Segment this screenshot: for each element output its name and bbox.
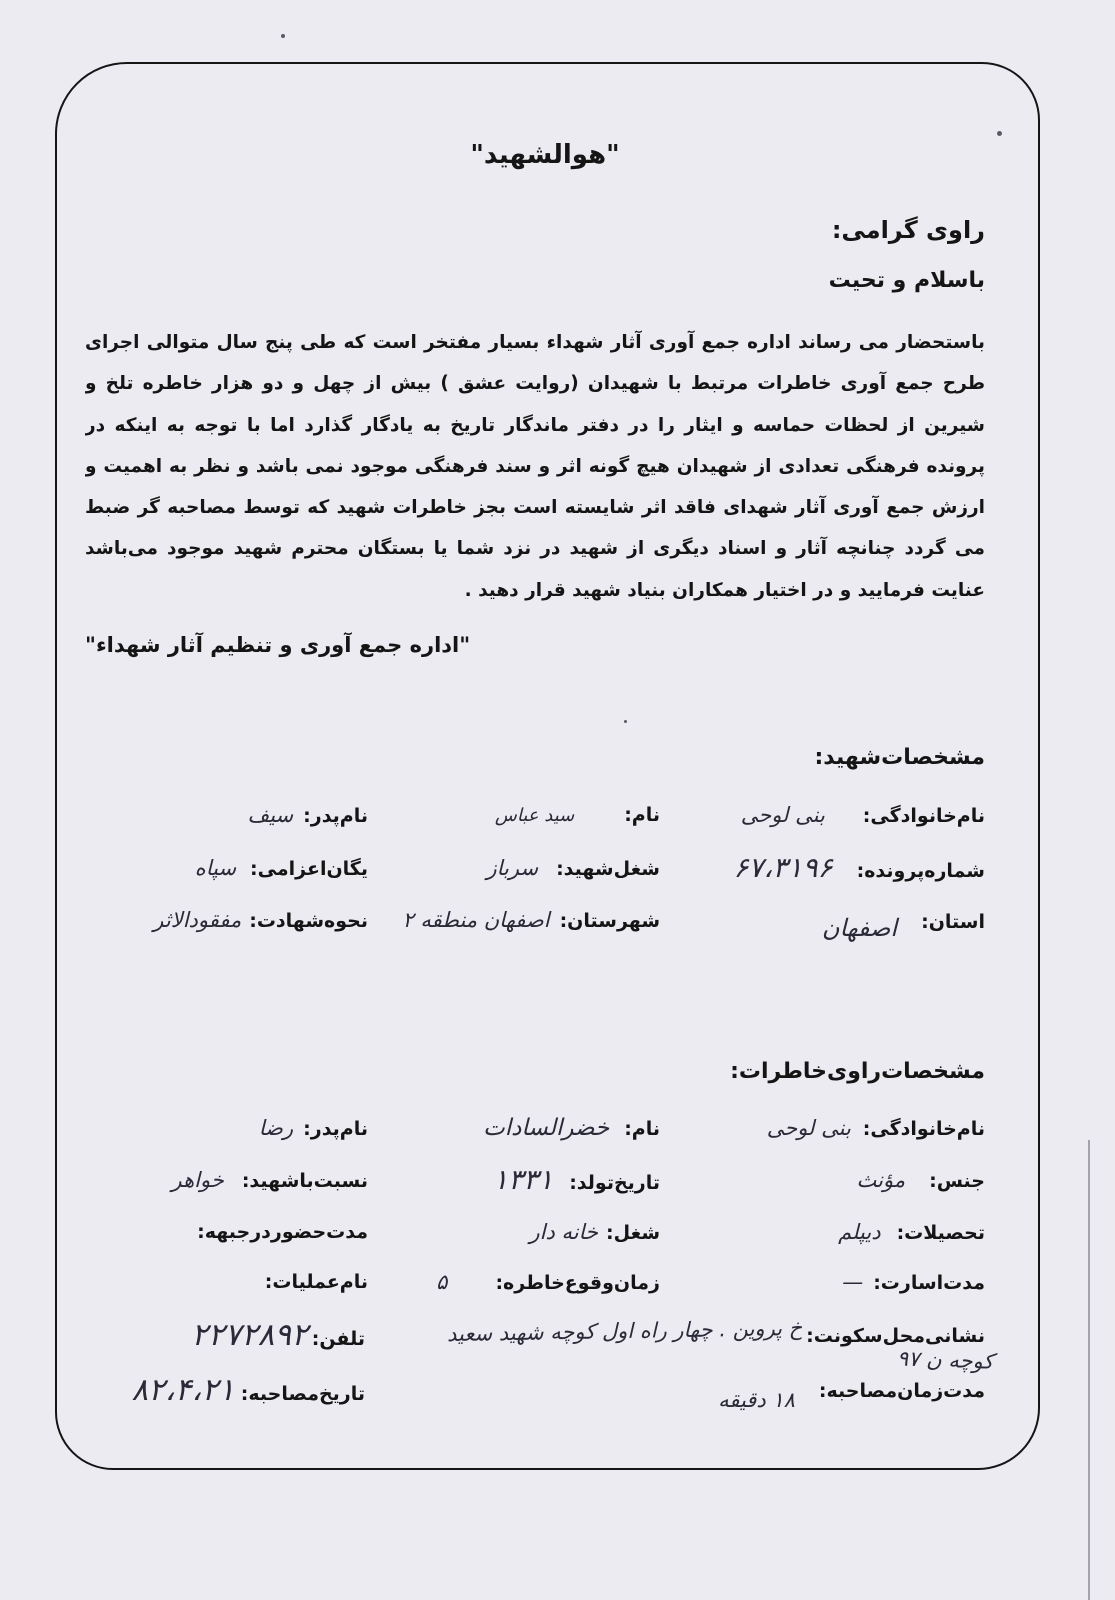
letter-line: طرح جمع آوری خاطرات مرتبط با شهیدان (روایت عشق ) بیش از چهل و دو هزار خاطره تلخ و <box>85 373 985 395</box>
narrator-father-name-label: نام‌پدر: <box>303 1118 368 1140</box>
letter-line: ارزش جمع آوری آثار شهدای فاقد اثر شایسته است بجز خاطرات شهید که توسط مصاحبه گر ضبط <box>85 497 985 519</box>
narrator-gender-value: مؤنث <box>856 1168 906 1192</box>
narrator-occupation-field <box>530 1217 660 1247</box>
martyr-father-name-label: نام‌پدر: <box>303 805 368 827</box>
narrator-gender-field <box>857 1165 985 1195</box>
narrator-education-field <box>838 1217 985 1247</box>
martyr-father-name-value: سیف <box>247 803 294 827</box>
narrator-education-label: تحصیلات: <box>896 1222 985 1244</box>
martyr-file-number-value: ۶۷،۳۱۹۶ <box>733 851 833 884</box>
narrator-address-field <box>446 1315 985 1350</box>
martyr-dispatch-unit-label: یگان‌اعزامی: <box>250 858 368 880</box>
narrator-operation-name-field <box>265 1267 368 1297</box>
letter-line: باستحضار می رساند اداره جمع آوری آثار شهداء بسیار مفتخر است که طی پنج سال متوالی اجرای <box>85 332 985 353</box>
narrator-address-value-continued: کوچه ن ۹۷ <box>896 1346 994 1374</box>
narrator-birth-date-value: ۱۳۳۱ <box>493 1163 554 1196</box>
martyr-city-label: شهرستان: <box>559 910 660 932</box>
narrator-interview-duration-value: ۱۸ دقیقه <box>718 1388 795 1412</box>
narrator-address-value: خ پروین . چهار راه اول کوچه شهید سعید <box>446 1315 803 1347</box>
martyr-manner-of-martyrdom-field <box>153 905 368 935</box>
martyr-province-value: اصفهان <box>821 914 898 942</box>
martyr-first-name-label: نام: <box>624 804 660 826</box>
narrator-memory-time-label: زمان‌وقوع‌خاطره: <box>495 1272 660 1294</box>
narrator-father-name-value: رضا <box>258 1116 294 1140</box>
signature: "اداره جمع آوری و تنظیم آثار شهداء" <box>85 633 471 657</box>
scan-speck <box>281 34 285 38</box>
letter-line: می گردد چنانچه آثار و اسناد دیگری از شهید در نزد شما یا بستگان محترم شهید موجود می‌باشد <box>85 538 985 560</box>
martyr-section-heading: مشخصات‌شهید: <box>814 745 985 770</box>
letter-line: پرونده فرهنگی تعدادی از شهیدان هیچ گونه اثر و سند فرهنگی موجود نمی باشد و نظر به اهمیت و <box>85 455 985 477</box>
narrator-captivity-duration-value: — <box>842 1270 864 1294</box>
narrator-interview-duration-label: مدت‌زمان‌مصاحبه: <box>818 1380 985 1402</box>
document-title: "هوالشهید" <box>470 140 620 170</box>
martyr-province-field <box>821 905 985 942</box>
martyr-city-value: اصفهان منطقه ۲ <box>402 908 550 932</box>
narrator-phone-field <box>191 1317 365 1353</box>
narrator-father-name-field <box>259 1113 368 1143</box>
greeting: راوی گرامی: <box>831 216 985 244</box>
narrator-front-duration-label: مدت‌حضوردرجبهه: <box>197 1221 368 1243</box>
narrator-first-name-label: نام: <box>624 1118 660 1140</box>
narrator-relation-field <box>172 1165 369 1195</box>
narrator-occupation-label: شغل: <box>606 1222 660 1244</box>
martyr-city-field <box>402 905 660 935</box>
narrator-captivity-duration-label: مدت‌اسارت: <box>873 1272 985 1294</box>
narrator-relation-value: خواهر <box>171 1168 224 1192</box>
narrator-family-name-value: بنی لوحی <box>766 1116 851 1140</box>
narrator-section-heading: مشخصات‌راوی‌خاطرات: <box>730 1059 985 1084</box>
narrator-first-name-value: خضرالسادات <box>483 1115 610 1141</box>
narrator-interview-date-field <box>131 1372 366 1408</box>
letter-body <box>85 322 985 611</box>
martyr-dispatch-unit-value: سپاه <box>194 856 237 880</box>
narrator-occupation-value: خانه دار <box>529 1220 599 1244</box>
martyr-family-name-label: نام‌خانوادگی: <box>862 805 985 827</box>
martyr-occupation-field <box>486 853 660 883</box>
martyr-manner-of-martyrdom-value: مفقودالاثر <box>153 908 242 932</box>
martyr-occupation-label: شغل‌شهید: <box>556 858 660 880</box>
martyr-occupation-value: سرباز <box>486 856 539 880</box>
narrator-captivity-duration-field <box>842 1267 985 1297</box>
martyr-family-name-field <box>741 800 985 830</box>
narrator-first-name-field <box>483 1113 660 1143</box>
martyr-family-name-value: بنی لوحی <box>740 803 825 827</box>
narrator-phone-label: تلفن: <box>311 1328 365 1350</box>
narrator-family-name-label: نام‌خانوادگی: <box>862 1118 985 1140</box>
narrator-address-label: نشانی‌محل‌سکونت: <box>806 1325 985 1347</box>
martyr-manner-of-martyrdom-label: نحوه‌شهادت: <box>249 910 368 932</box>
martyr-father-name-field <box>247 800 368 830</box>
narrator-phone-value: ۲۲۷۲۸۹۲ <box>191 1317 308 1353</box>
narrator-front-duration-field <box>197 1217 368 1247</box>
narrator-memory-time-field <box>436 1267 660 1297</box>
martyr-file-number-field <box>733 853 985 883</box>
salutation: باسلام و تحیت <box>828 268 985 293</box>
narrator-birth-date-field <box>493 1165 660 1195</box>
martyr-file-number-label: شماره‌پرونده: <box>856 860 985 882</box>
narrator-interview-date-value: ۸۲،۴،۲۱ <box>131 1372 235 1408</box>
narrator-relation-label: نسبت‌باشهید: <box>241 1170 368 1192</box>
letter-line: عنایت فرمایید و در اختیار همکاران بنیاد شهید قرار دهید . <box>464 579 985 601</box>
narrator-memory-time-value: ۵ <box>436 1270 448 1294</box>
narrator-operation-name-label: نام‌عملیات: <box>264 1271 368 1293</box>
martyr-first-name-field <box>495 800 660 830</box>
narrator-gender-label: جنس: <box>929 1170 985 1192</box>
narrator-family-name-field <box>767 1113 985 1143</box>
narrator-education-value: دیپلم <box>838 1220 881 1244</box>
martyr-dispatch-unit-field <box>195 853 368 883</box>
martyr-province-label: استان: <box>921 911 985 933</box>
narrator-interview-duration-field <box>718 1375 985 1412</box>
narrator-birth-date-label: تاریخ‌تولد: <box>569 1172 660 1194</box>
martyr-first-name-value: سید عباس <box>494 805 575 826</box>
letter-line: شیرین از لحظات حماسه و ایثار را در دفتر ماندگار تاریخ به یادگار گذارد اما با توجه به اینکه در <box>85 414 985 436</box>
page-edge-line <box>1088 1140 1090 1600</box>
narrator-interview-date-label: تاریخ‌مصاحبه: <box>240 1383 365 1405</box>
